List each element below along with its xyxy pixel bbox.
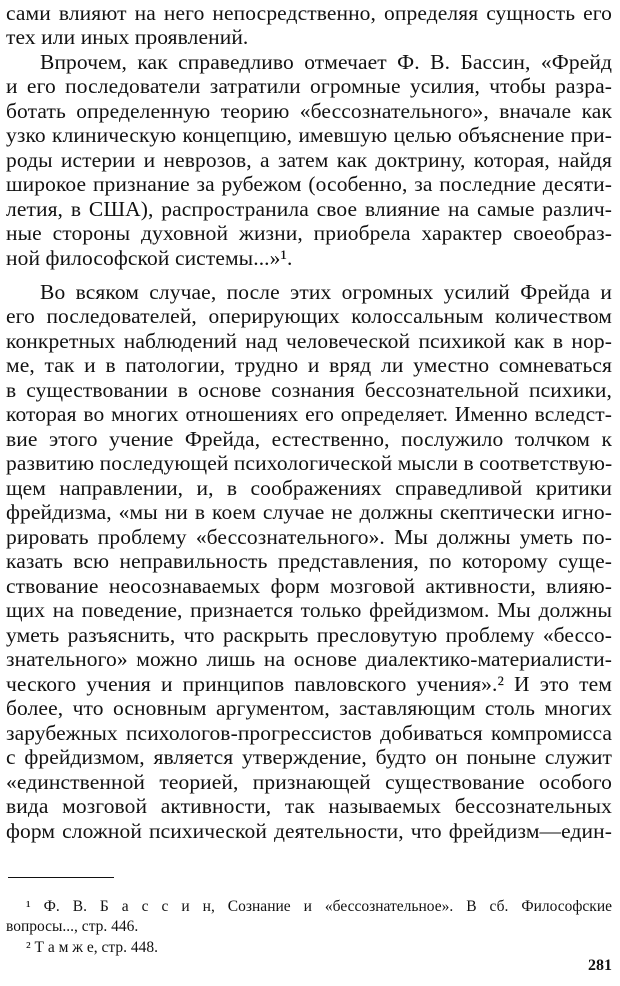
text-line: ботать определенную теорию «бессознательного», вначале как <box>6 99 612 123</box>
text-line: конкретных наблюдений над человеческой психикой как в нор- <box>6 329 612 353</box>
text-line: «единственной теорией, признающей существование особого <box>6 770 612 794</box>
text-line: щих на поведение, признается только фрейдизмом. Мы должны <box>6 598 612 622</box>
text-line: широкое признание за рубежом (особенно, за последние десяти- <box>6 172 612 196</box>
text-line: рировать проблему «бессознательного». Мы должны уметь по- <box>6 525 612 549</box>
text-line: вие этого учение Фрейда, естественно, послужило толчком к <box>6 427 612 451</box>
text-line: казать всю неправильность представления, по которому суще- <box>6 549 612 573</box>
text-line: Во всяком случае, после этих огромных усилий Фрейда и <box>40 280 612 304</box>
text-line: развитию последующей психологической мысли в соответствую- <box>6 451 613 475</box>
text-line: которая во многих отношениях его определяет. Именно вследст- <box>6 402 612 426</box>
text-line: вида мозговой активности, так называемых бессознательных <box>6 794 612 818</box>
text-line: узко клиническую концепцию, имевшую целью объяснение при- <box>6 123 612 147</box>
text-line: его последователей, оперирующих колоссальным количеством <box>6 304 612 328</box>
footnote-line: ¹ Ф. В. Б а с с и н, Сознание и «бессознательное». В сб. Философские <box>26 898 612 915</box>
text-line: зарубежных психологов-прогрессистов добиваться компромисса <box>6 721 612 745</box>
text-line: Впрочем, как справедливо отмечает Ф. В. Бассин, «Фрейд <box>40 50 612 74</box>
text-line: ные стороны духовной жизни, приобрела характер своеобраз- <box>6 221 612 245</box>
footnote-divider <box>8 877 114 878</box>
text-line: ствование неосознаваемых форм мозговой активности, влияю- <box>6 574 612 598</box>
text-line: щем направлении, и, в соображениях справедливой критики <box>6 476 612 500</box>
text-line: ной философской системы...»¹. <box>6 246 293 270</box>
page-number: 281 <box>588 957 612 974</box>
text-line: роды истерии и неврозов, а затем как доктрину, которая, найдя <box>6 148 612 172</box>
text-line: более, что основным аргументом, заставляющим столь многих <box>6 696 612 720</box>
text-line: в существовании в основе сознания бессознательной психики, <box>6 378 612 402</box>
footnote-line: вопросы..., стр. 446. <box>6 918 139 935</box>
footnote-line: ² Т а м ж е, стр. 448. <box>26 939 158 956</box>
text-line: уметь разъяснить, что раскрыть пресловутую проблему «бессо- <box>6 623 612 647</box>
text-line: знательного» можно лишь на основе диалектико-материалисти- <box>6 647 612 671</box>
text-line: с фрейдизмом, является утверждение, будто он поныне служит <box>6 745 612 769</box>
text-line: ческого учения и принципов павловского учения».² И это тем <box>6 672 612 696</box>
text-line: фрейдизма, «мы ни в коем случае не должны скептически игно- <box>6 500 612 524</box>
text-line: тех или иных проявлений. <box>6 25 249 49</box>
text-line: форм сложной психической деятельности, что фрейдизм—един- <box>6 819 612 843</box>
text-line: летия, в США), распространила свое влияние на самые различ- <box>6 197 612 221</box>
text-line: сами влияют на него непосредственно, определяя сущность его <box>6 1 612 25</box>
text-line: и его последователи затратили огромные усилия, чтобы разра- <box>6 74 612 98</box>
text-line: ме, так и в патологии, трудно и вряд ли уместно сомневаться <box>6 353 612 377</box>
